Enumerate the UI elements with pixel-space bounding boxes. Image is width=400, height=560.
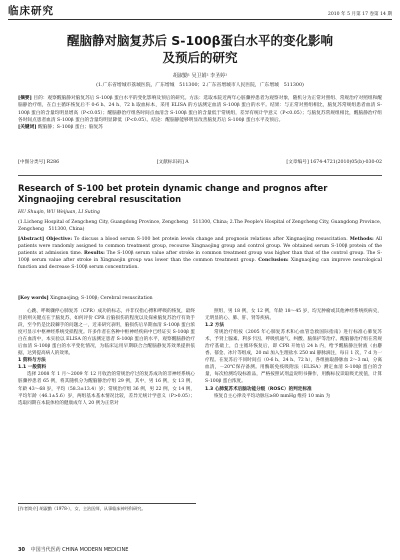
general-data-paragraph: 选择 2008 年 1 月～2009 年 12 月收治的常规治疗过的复苏成功的非神经系统心脏骤停患者 65 例，将其随机分为醒脑静治疗组 29 例，其中，男 16 例，女 13 例，年龄 43～68 岁，平均（58.3±13.4）岁；常规治疗组 36 例，男 22 例，女 14 例，平均年龄（46.1±5.6）岁，两组基本基本情况比较，差异无统计学意义（P>0.05）；选取同期在本院体检的健康成年人 20 例为正常对 (18, 372, 195, 406)
journal-name: 中国当代医药 CHINA MODERN MEDICINE (30, 547, 129, 553)
keywords-en-label: [Key words] (18, 296, 49, 301)
heading-criteria: 1.3 心肺复苏术后脑功能分级（ROSC）的判定标准 (205, 386, 312, 392)
article-title-en: Research of S-100 bet protein dynamic change and prognos after Xingnaojing cerebral resuscitation (18, 183, 328, 204)
document-code: [文献标识码] A (156, 160, 189, 165)
body-right-column (205, 308, 382, 536)
intro-paragraph: 心跳、呼吸骤停心肺复苏（CPR）成功的标志，并非仅指心搏和呼吸的恢复，最终目的则关键点在于脑复苏，如何评价 CPR 后脑损伤的程度以及探索脑复苏治疗有效手段，至今仍是比较棘手的问题之一，近来研究表明，脑损伤后早期血清 S-100β 蛋白浓度可显示中枢神经系统受损程度。许多作者在各种中枢神经疾病中已经证实 S-100β 蛋白在血清中，本实验以 ELISA 的方法测定患者 S-100β 蛋白的水平，观察醒脑静治疗后血清 S-100β 蛋白的水平变化情况，为临床运用早期联合合醒脑静复苏效果提供依据，达到提高病人的效果。 (18, 309, 195, 357)
page-number: 30 (18, 547, 25, 553)
criteria-paragraph: 恢复自主心律及平均动脉压≥80 mmHg 维持 10 min 为 (214, 393, 331, 399)
abstract-en-conclusion: Xingnaojing can improve neurological function and decrease S-100β serum concentration. (18, 258, 383, 270)
authors-en: HU Shuqin, WU Weijuan, LI Suting (18, 210, 100, 215)
classification-row (18, 159, 382, 168)
control-group-paragraph: 照组，男 18 例，女 12 例，年龄 18～45 岁，均无肿瘤或其他神经系统疾病史，无明显的心、肺、肝、肾等疾病。 (205, 309, 382, 322)
abstract-cn-label: [摘要] (18, 96, 32, 101)
article-number: [文章编号] 1674-4721(2010)05(b)-030-02 (286, 160, 382, 165)
page-footer (18, 546, 128, 553)
keywords-en (18, 296, 382, 301)
abstract-en-objective: To discuss a blood serum S-100 bet protein levels change and prognosis relations after Xingnaojing resuscitation. (74, 237, 348, 242)
abstract-en-objective-label: [Abstract] Objective: (18, 237, 73, 242)
author-footnote: [作者简介] 胡淑勤（1978-），女，主治医师，从事临床神经科研究。 (18, 503, 196, 512)
clc-number: [中图分类号] R286 (18, 160, 60, 165)
section-label: 临床研究 (8, 5, 54, 17)
abstract-en-results-label: Results: (84, 251, 105, 256)
abstract-cn-text: 目的：观察醒脑静对脑复苏后 S-100β 蛋白水平的变化影响及预后的研究。方法：选取本院近两年心脏骤停患者为观察对象，随机分为正常对照组、常规治疗对照组和醒脑静治疗组，在自主循环恢复后不 0-6 h、24 h、72 h 取血标本，采用 ELISA 的方法测定血清 S-100β 蛋白的水平。结果：与正常对照组相比，脑复苏常规组患者血清 S-100β 蛋白的含量均明显增高（P<0.05）；醒脑静治疗组各时间点血清含 S-100β 蛋白的含量低于常规组，差异有统计学意义（P<0.05）；与脑复苏常规组相比，醒脑静治疗组各时间点患者血清 S-100β 蛋白的含量均明显降低（P<0.05）。结论：醒脑静能够明显改善脑复苏后 S-100β 蛋白水平及预后。 (18, 96, 383, 123)
abstract-cn (18, 95, 382, 131)
heading-materials-methods: 1 资料与方法 (18, 358, 46, 364)
title-cn-line2: 及预后的研究 (162, 50, 238, 65)
heading-methods: 1.2 方法 (205, 323, 224, 329)
body-columns (18, 308, 382, 536)
abstract-en-methods: All patients were randomly assigned to common treatment group, recourse Xingnaojing group and control group. We obtained serum S-100β protein of the patients at admission time. (18, 237, 382, 256)
affiliation-cn: (1.广东省增城市荔城医院，广东增城 511300；2.广东省增城市人民医院，广东增城 511300) (96, 83, 304, 88)
abstract-en (18, 236, 382, 271)
abstract-en-results: The S-100β serum value after stroke in common treatment group was higher than that of the control group. The S-100β serum value after stroke in Xingnaojin group was lower than the common treatment group. (18, 251, 382, 263)
running-header (8, 4, 392, 20)
abstract-en-methods-label: Methods: (349, 237, 374, 242)
affiliation-en: (1.Licheng Hospital of Zengcheng City, Guangdong Province, Zengcheng 511300, China; 2.The People's Hospital of Zengcheng City, Guangdong Province, Zengcheng 511300, China) (18, 220, 382, 232)
section-divider (18, 175, 382, 176)
keywords-en-text: Xingnaojing; S-100β; Cerebral resuscitation (50, 296, 153, 301)
title-cn-line1: 醒脑静对脑复苏后 S-100β蛋白水平的变化影响 (66, 33, 334, 48)
keywords-cn-label: [关键词] (18, 125, 37, 131)
keywords-cn-text: 醒脑静；S-100β 蛋白；脑复苏 (38, 125, 103, 131)
abstract-en-conclusion-label: Conclusion: (258, 258, 289, 263)
article-title-cn (20, 32, 380, 66)
issue-info: 2010 年 5 月第 17 卷第 14 期 (327, 12, 392, 17)
methods-paragraph: 常规治疗组按《2005 年心肺复苏术和心血管急救国际指南》进行标准心肺复苏术，予肾上腺素、利多卡因、呼吸机通气、纠酸、脑保护等治疗。醒脑静治疗组在常规治疗基础上，自主循环恢复后，即 CPR 开始后 24 h 内，给予醒脑静注射液（由麝香、郁金、冰片等组成，20 ml 加入生理盐水 250 ml 静脉滴注，每日 1 次，7 d 为一疗程。在复苏后不同时间点（0-6 h、24 h、72 h），各组抽取静脉血 2～3 ml，分离血清，－20℃保存备测。用酶联免疫吸附法（ELISA）测定血清 S-100β 蛋白的含量，每次检测均设标准品，严格按照试剂盒说明书操作，用酶标仪读取吸光度值，计算 S-100β 蛋白浓度。 (205, 330, 382, 385)
authors-cn: 胡淑勤¹ 吴卫娟² 李圣婷¹ (172, 73, 228, 79)
body-left-column (18, 308, 195, 536)
heading-general-data: 1.1 一般资料 (18, 365, 47, 371)
